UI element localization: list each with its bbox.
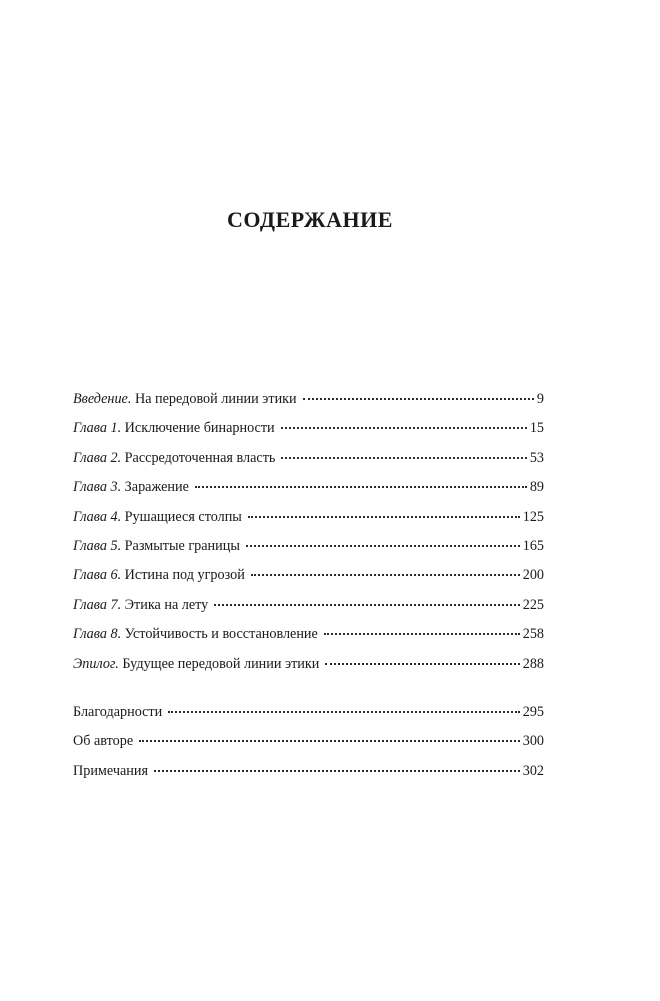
toc-entry-page: 302 [522, 762, 544, 779]
leader-dots [281, 427, 527, 429]
toc-entry[interactable] [73, 761, 544, 790]
leader-dots [214, 604, 519, 606]
toc-entry[interactable] [73, 624, 544, 653]
toc-entry-label [73, 507, 242, 527]
toc-entry-page: 89 [529, 479, 544, 496]
toc-entry-page: 258 [522, 626, 544, 643]
leader-dots [154, 770, 520, 772]
toc-entry-label [73, 477, 189, 497]
toc-entry-label [73, 448, 275, 468]
toc-entry-page: 165 [522, 537, 544, 554]
toc-main [73, 389, 544, 683]
toc-entry-page: 300 [522, 733, 544, 750]
toc-entry-page: 225 [522, 596, 544, 613]
toc-back-matter [73, 702, 544, 790]
toc-entry-page: 200 [522, 567, 544, 584]
toc-entry[interactable] [73, 418, 544, 447]
toc-entry-title: Этика на лету [124, 596, 209, 613]
toc-entry-prefix: Глава 2. [73, 449, 122, 466]
toc-entry-label [73, 418, 275, 438]
page-title: СОДЕРЖАНИЕ [227, 207, 393, 232]
toc-entry-title: Истина под угрозой [124, 567, 245, 584]
toc-entry-prefix: Введение. [73, 391, 132, 407]
toc-entry-page: 9 [536, 391, 544, 407]
toc-entry-title: Исключение бинарности [124, 420, 275, 437]
toc-entry-prefix: Глава 6. [73, 567, 122, 584]
toc-entry-page: 288 [522, 655, 544, 672]
leader-dots [246, 545, 520, 547]
toc-entry-prefix: Эпилог. [73, 655, 119, 672]
toc-entry-title: Размытые границы [124, 537, 240, 554]
toc-entry-prefix: Глава 1. [73, 420, 122, 437]
toc-entry-page: 15 [529, 420, 544, 437]
toc-entry[interactable] [73, 702, 544, 731]
toc-entry-title: Будущее передовой линии этики [122, 655, 320, 672]
toc-entry-prefix: Глава 8. [73, 626, 122, 643]
toc-entry-title: На передовой линии этики [134, 391, 297, 407]
toc-entry[interactable] [73, 389, 544, 418]
toc-entry-title: Благодарности [73, 704, 163, 720]
leader-dots [325, 663, 519, 665]
leader-dots [139, 740, 520, 742]
toc-entry[interactable] [73, 595, 544, 624]
toc-entry-title: Рушащиеся столпы [124, 508, 242, 525]
leader-dots [281, 457, 526, 459]
toc-entry-title: Примечания [73, 762, 148, 779]
toc-entry-label [73, 389, 297, 409]
toc-entry-label [73, 565, 245, 585]
toc-entry-label [73, 536, 240, 556]
toc-entry-prefix: Глава 5. [73, 537, 122, 554]
toc-entry[interactable] [73, 536, 544, 565]
leader-dots [195, 486, 527, 488]
toc-entry-page: 295 [522, 704, 544, 720]
leader-dots [303, 398, 534, 400]
toc-entry[interactable] [73, 448, 544, 477]
toc-entry-label [73, 654, 319, 674]
toc-entry-title: Рассредоточенная власть [124, 449, 276, 466]
leader-dots [248, 516, 520, 518]
toc-entry-label [73, 624, 318, 644]
toc-entry[interactable] [73, 507, 544, 536]
toc-entry-page: 53 [529, 449, 544, 466]
toc-entry-prefix: Глава 7. [73, 596, 122, 613]
toc-entry[interactable] [73, 654, 544, 683]
toc-entry[interactable] [73, 565, 544, 594]
toc-entry-label [73, 595, 208, 615]
toc-entry-prefix: Глава 4. [73, 508, 122, 525]
leader-dots [168, 711, 519, 713]
leader-dots [251, 574, 520, 576]
toc-entry[interactable] [73, 731, 544, 760]
toc-entry-prefix: Глава 3. [73, 479, 122, 496]
toc-entry-title: Об авторе [73, 733, 134, 750]
leader-dots [324, 633, 520, 635]
toc-entry-title: Устойчивость и восстановление [124, 626, 318, 643]
toc-entry-title: Заражение [124, 479, 189, 496]
toc-entry[interactable] [73, 477, 544, 506]
toc-entry-page: 125 [522, 508, 544, 525]
